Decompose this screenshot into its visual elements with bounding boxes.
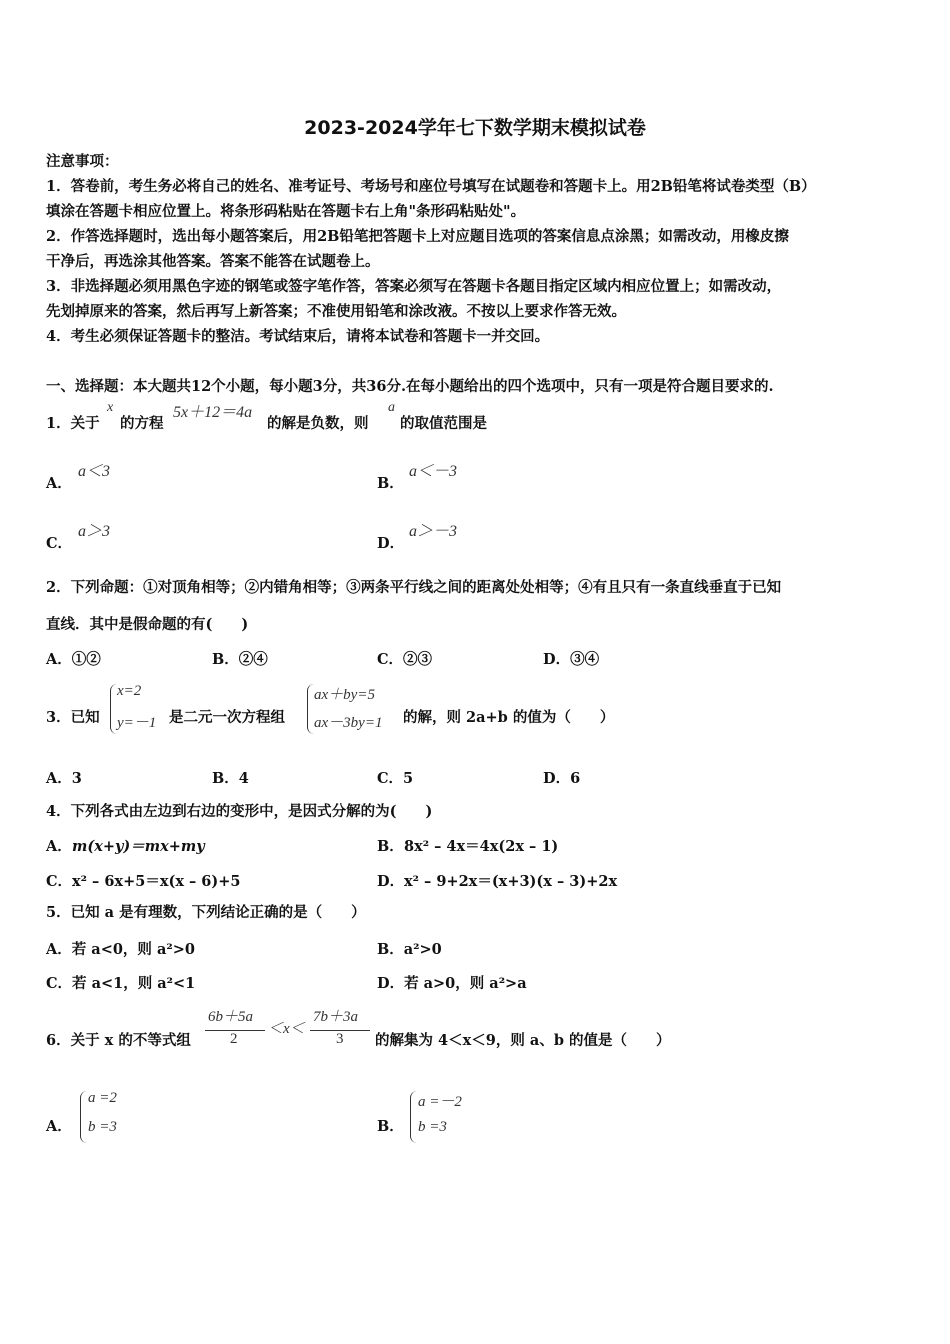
- q6-option-b-brace: [410, 1091, 417, 1143]
- q3-system2-brace: [307, 684, 314, 734]
- q1-option-d: a＞－3: [409, 523, 458, 540]
- notice-line: 干净后，再选涂其他答案。答案不能答在试题卷上。: [46, 253, 380, 270]
- q5-option-b: B．a²>0: [377, 941, 442, 958]
- q2-stem-line: 直线．其中是假命题的有( ): [46, 616, 249, 633]
- page-title: 2023-2024学年七下数学期末模拟试卷: [304, 117, 646, 139]
- q3-system1-eq: x=2: [117, 683, 142, 699]
- q4-option-c-label: C．: [46, 873, 73, 890]
- q1-stem-part: 1．关于: [46, 415, 100, 432]
- notice-line: 4．考生必须保证答题卡的整洁。考试结束后，请将本试卷和答题卡一并交回。: [46, 328, 550, 345]
- q3-option-d: D．6: [543, 770, 581, 787]
- q6-option-b-eq: b =3: [418, 1119, 447, 1135]
- q1-stem-part: 的取值范围是: [400, 415, 487, 432]
- q4-option-d-label: D．: [377, 873, 405, 890]
- q6-frac1-den: 2: [230, 1031, 238, 1047]
- q1-option-b: a＜－3: [409, 463, 458, 480]
- q6-frac1-num: 6b＋5a: [208, 1009, 254, 1025]
- notice-heading: 注意事项：: [46, 153, 119, 170]
- q3-system2-eq: ax＋by=5: [314, 687, 375, 703]
- q2-option-b: B．②④: [212, 651, 268, 668]
- q2-option-d: D．③④: [543, 651, 600, 668]
- q1-option-a-label: A．: [46, 475, 72, 492]
- q1-var-a: a: [388, 400, 395, 415]
- q6-stem-part: 6．关于 x 的不等式组: [46, 1032, 191, 1049]
- q6-option-a-eq: a =2: [88, 1090, 117, 1106]
- q4-option-b-label: B．: [377, 838, 404, 855]
- q6-frac2-num: 7b＋3a: [313, 1009, 359, 1025]
- q5-option-d: D．若 a>0，则 a²>a: [377, 975, 527, 992]
- q4-option-a: m(x+y)＝mx+my: [72, 838, 205, 855]
- q6-option-a-label: A．: [46, 1118, 72, 1135]
- q5-option-a: A．若 a<0，则 a²>0: [46, 941, 195, 958]
- q1-option-a: a＜3: [78, 463, 111, 480]
- q3-stem-part: 是二元一次方程组: [169, 709, 285, 726]
- q1-equation: 5x＋12＝4a: [173, 404, 253, 421]
- q3-option-c: C．5: [377, 770, 414, 787]
- q1-var-x: x: [107, 400, 114, 415]
- q3-option-b: B．4: [212, 770, 249, 787]
- q1-stem-part: 的解是负数，则: [267, 415, 369, 432]
- q2-option-c: C．②③: [377, 651, 433, 668]
- q6-frac2-den: 3: [336, 1031, 344, 1047]
- notice-line: 填涂在答题卡相应位置上。将条形码粘贴在答题卡右上角"条形码粘贴处"。: [46, 203, 526, 220]
- q4-option-d: x² – 9+2x＝(x+3)(x – 3)+2x: [404, 873, 618, 890]
- q3-system2-eq: ax－3by=1: [314, 715, 383, 731]
- q4-option-b: 8x² – 4x＝4x(2x – 1): [404, 838, 559, 855]
- notice-line: 3．非选择题必须用黑色字迹的钢笔或签字笔作答，答案必须写在答题卡各题目指定区域内相应位置上；如需改动，: [46, 278, 782, 295]
- q6-option-b-label: B．: [377, 1118, 404, 1135]
- q2-stem-line: 2．下列命题：①对顶角相等；②内错角相等；③两条平行线之间的距离处处相等；④有且只有一条直线垂直于已知: [46, 579, 782, 596]
- q3-system1-eq: y=－1: [117, 715, 157, 731]
- q4-stem: 4．下列各式由左边到右边的变形中，是因式分解的为( ): [46, 803, 433, 820]
- q3-stem-part: 3．已知: [46, 709, 100, 726]
- q1-option-b-label: B．: [377, 475, 404, 492]
- q4-option-c: x² – 6x+5＝x(x – 6)+5: [72, 873, 241, 890]
- q6-stem-part: 的解集为 4＜x＜9，则 a、b 的值是（ ）: [375, 1032, 671, 1049]
- q6-option-a-brace: [80, 1091, 87, 1143]
- q6-inequality-mid: ＜x＜: [268, 1021, 305, 1037]
- section-heading: 一、选择题：本大题共12个小题，每小题3分，共36分.在每小题给出的四个选项中，只有一项是符合题目要求的.: [46, 378, 774, 395]
- q6-option-b-eq: a =－2: [418, 1094, 462, 1110]
- q1-option-c: a＞3: [78, 523, 111, 540]
- q1-option-c-label: C．: [46, 535, 73, 552]
- notice-line: 先划掉原来的答案，然后再写上新答案；不准使用铅笔和涂改液。不按以上要求作答无效。: [46, 303, 626, 320]
- q3-stem-part: 的解，则 2a+b 的值为（ ）: [403, 709, 615, 726]
- q3-system1-brace: [110, 684, 117, 734]
- q4-option-a-label: A．: [46, 838, 72, 855]
- q1-option-d-label: D．: [377, 535, 405, 552]
- q1-stem-part: 的方程: [120, 415, 164, 432]
- q5-option-c: C．若 a<1，则 a²<1: [46, 975, 196, 992]
- q2-option-a: A．①②: [46, 651, 101, 668]
- q3-option-a: A．3: [46, 770, 82, 787]
- q6-option-a-eq: b =3: [88, 1119, 117, 1135]
- q5-stem: 5．已知 a 是有理数，下列结论正确的是（ ）: [46, 904, 366, 921]
- notice-line: 2．作答选择题时，选出每小题答案后，用2B铅笔把答题卡上对应题目选项的答案信息点涂黑；如需改动，用橡皮擦: [46, 228, 789, 245]
- notice-line: 1．答卷前，考生务必将自己的姓名、准考证号、考场号和座位号填写在试题卷和答题卡上。用2B铅笔将试卷类型（B）: [46, 178, 816, 195]
